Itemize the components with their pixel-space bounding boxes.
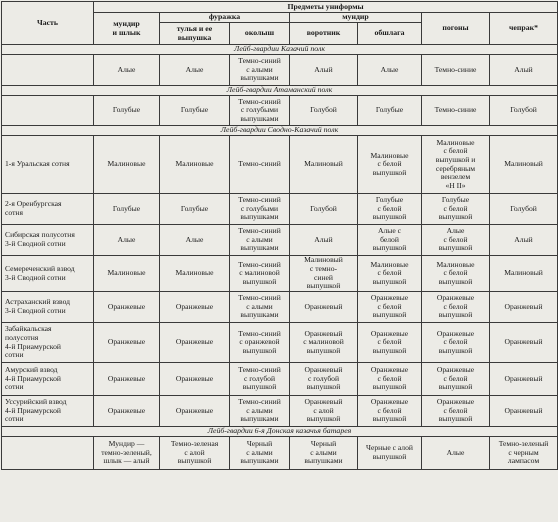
section-row: [2, 126, 558, 136]
value-cell: Малиновый: [490, 136, 558, 194]
unit-cell: Забайкальская полусотня 4-й Приамурской сотни: [2, 323, 94, 363]
unit-cell: [2, 437, 94, 470]
table-row: [2, 96, 558, 126]
value-cell: Голубые: [160, 96, 230, 126]
value-cell: Малиновый с темно- синей выпушкой: [290, 256, 358, 292]
unit-cell: Сибирская полусотня 3-й Сводной сотни: [2, 225, 94, 256]
value-cell: Темно-синий: [230, 136, 290, 194]
value-cell: Темно-синий с алыми выпушками: [230, 292, 290, 323]
header-mundir-shlyk: мундир и шлык: [94, 13, 160, 45]
value-cell: Оранжевый с алой выпушкой: [290, 396, 358, 427]
section-title: Лейб-гвардии 6-я Донская казачья батарея: [2, 427, 558, 437]
value-cell: Оранжевый с голубой выпушкой: [290, 363, 358, 396]
value-cell: Оранжевые: [160, 363, 230, 396]
value-cell: Оранжевые с белой выпушкой: [422, 323, 490, 363]
value-cell: Малиновый: [490, 256, 558, 292]
value-cell: Оранжевый: [490, 323, 558, 363]
unit-cell: [2, 55, 94, 86]
value-cell: Голубые: [94, 96, 160, 126]
header-okolysh: околыш: [230, 23, 290, 45]
unit-cell: Семереченский взвод 3-й Сводной сотни: [2, 256, 94, 292]
value-cell: Темно-синий с оранжевой выпушкой: [230, 323, 290, 363]
uniform-table: [1, 1, 558, 470]
section-row: [2, 86, 558, 96]
value-cell: Оранжевые с белой выпушкой: [422, 292, 490, 323]
value-cell: Алый: [290, 225, 358, 256]
value-cell: Малиновые с белой выпушкой: [422, 256, 490, 292]
header-vorotnik: воротник: [290, 23, 358, 45]
value-cell: Оранжевые: [94, 396, 160, 427]
value-cell: Темно-синий с малиновой выпушкой: [230, 256, 290, 292]
value-cell: Голубые: [358, 96, 422, 126]
value-cell: Черный с алыми выпушками: [290, 437, 358, 470]
value-cell: Оранжевые с белой выпушкой: [358, 396, 422, 427]
value-cell: Оранжевые: [94, 323, 160, 363]
value-cell: Голубой: [490, 96, 558, 126]
value-cell: Голубой: [290, 194, 358, 225]
value-cell: Темно-синий с голубой выпушкой: [230, 363, 290, 396]
value-cell: Алый: [490, 55, 558, 86]
value-cell: Темно-синие: [422, 55, 490, 86]
value-cell: Оранжевый: [490, 396, 558, 427]
value-cell: Алые: [160, 225, 230, 256]
value-cell: Алые: [94, 55, 160, 86]
value-cell: Темно-синий с алыми выпушками: [230, 225, 290, 256]
value-cell: Голубой: [290, 96, 358, 126]
header-mundir: мундир: [290, 13, 422, 23]
section-title: Лейб-гвардии Атаманский полк: [2, 86, 558, 96]
value-cell: Алые с белой выпушкой: [358, 225, 422, 256]
value-cell: Малиновые: [94, 256, 160, 292]
section-row: [2, 45, 558, 55]
header-part: Часть: [2, 2, 94, 45]
value-cell: Малиновые: [160, 136, 230, 194]
table-row: [2, 55, 558, 86]
value-cell: Оранжевые: [94, 292, 160, 323]
section-row: [2, 427, 558, 437]
value-cell: Оранжевый с малиновой выпушкой: [290, 323, 358, 363]
value-cell: Оранжевые: [94, 363, 160, 396]
unit-cell: [2, 96, 94, 126]
value-cell: Голубой: [490, 194, 558, 225]
value-cell: Оранжевые: [160, 396, 230, 427]
value-cell: Алые: [422, 437, 490, 470]
table-row: [2, 136, 558, 194]
value-cell: Оранжевые: [160, 323, 230, 363]
value-cell: Малиновые с белой выпушкой: [358, 136, 422, 194]
value-cell: Малиновые с белой выпушкой: [358, 256, 422, 292]
value-cell: Алый: [290, 55, 358, 86]
value-cell: Малиновый: [290, 136, 358, 194]
value-cell: Оранжевые с белой выпушкой: [422, 363, 490, 396]
value-cell: Темно-зеленая с алой выпушкой: [160, 437, 230, 470]
header-tulya: тулья и ее выпушка: [160, 23, 230, 45]
value-cell: Малиновые: [94, 136, 160, 194]
unit-cell: 2-я Оренбургская сотня: [2, 194, 94, 225]
unit-cell: Астраханский взвод 3-й Сводной сотни: [2, 292, 94, 323]
table-row: [2, 225, 558, 256]
unit-cell: 1-я Уральская сотня: [2, 136, 94, 194]
value-cell: Алый: [490, 225, 558, 256]
value-cell: Оранжевые с белой выпушкой: [422, 396, 490, 427]
value-cell: Малиновые: [160, 256, 230, 292]
table-row: [2, 256, 558, 292]
value-cell: Алые с белой выпушкой: [422, 225, 490, 256]
value-cell: Черный с алыми выпушками: [230, 437, 290, 470]
header-chenrak: чепрак*: [490, 13, 558, 45]
value-cell: Черные с алой выпушкой: [358, 437, 422, 470]
unit-cell: Амурский взвод 4-й Приамурской сотни: [2, 363, 94, 396]
table-header: [2, 2, 558, 45]
value-cell: Оранжевый: [490, 363, 558, 396]
value-cell: Темно-синий с алыми выпушками: [230, 396, 290, 427]
section-title: Лейб-гвардии Сводно-Казачий полк: [2, 126, 558, 136]
header-pogony: погоны: [422, 13, 490, 45]
value-cell: Оранжевые: [160, 292, 230, 323]
value-cell: Темно-синий с голубыми выпушками: [230, 194, 290, 225]
value-cell: Алые: [358, 55, 422, 86]
value-cell: Алые: [160, 55, 230, 86]
table-body: [2, 45, 558, 470]
value-cell: Голубые с белой выпушкой: [422, 194, 490, 225]
header-obshlaga: обшлага: [358, 23, 422, 45]
value-cell: Оранжевый: [290, 292, 358, 323]
header-furazhka: фуражка: [160, 13, 290, 23]
header-items: Предметы униформы: [94, 2, 558, 13]
value-cell: Малиновые с белой выпушкой и серебряным вензелем «Н II»: [422, 136, 490, 194]
value-cell: Голубые: [160, 194, 230, 225]
value-cell: Темно-синие: [422, 96, 490, 126]
value-cell: Алые: [94, 225, 160, 256]
value-cell: Темно-синий с голубыми выпушками: [230, 96, 290, 126]
value-cell: Голубые с белой выпушкой: [358, 194, 422, 225]
value-cell: Оранжевый: [490, 292, 558, 323]
value-cell: Оранжевые с белой выпушкой: [358, 363, 422, 396]
section-title: Лейб-гвардии Казачий полк: [2, 45, 558, 55]
value-cell: Темно-синий с алыми выпушками: [230, 55, 290, 86]
value-cell: Мундир — темно-зеленый, шлык — алый: [94, 437, 160, 470]
unit-cell: Уссурийский взвод 4-й Приамурской сотни: [2, 396, 94, 427]
value-cell: Темно-зеленый с черным лампасом: [490, 437, 558, 470]
table-row: [2, 396, 558, 427]
value-cell: Оранжевые с белой выпушкой: [358, 323, 422, 363]
value-cell: Голубые: [94, 194, 160, 225]
table-row: [2, 363, 558, 396]
table-row: [2, 437, 558, 470]
table-row: [2, 292, 558, 323]
value-cell: Оранжевые с белой выпушкой: [358, 292, 422, 323]
table-row: [2, 194, 558, 225]
table-row: [2, 323, 558, 363]
